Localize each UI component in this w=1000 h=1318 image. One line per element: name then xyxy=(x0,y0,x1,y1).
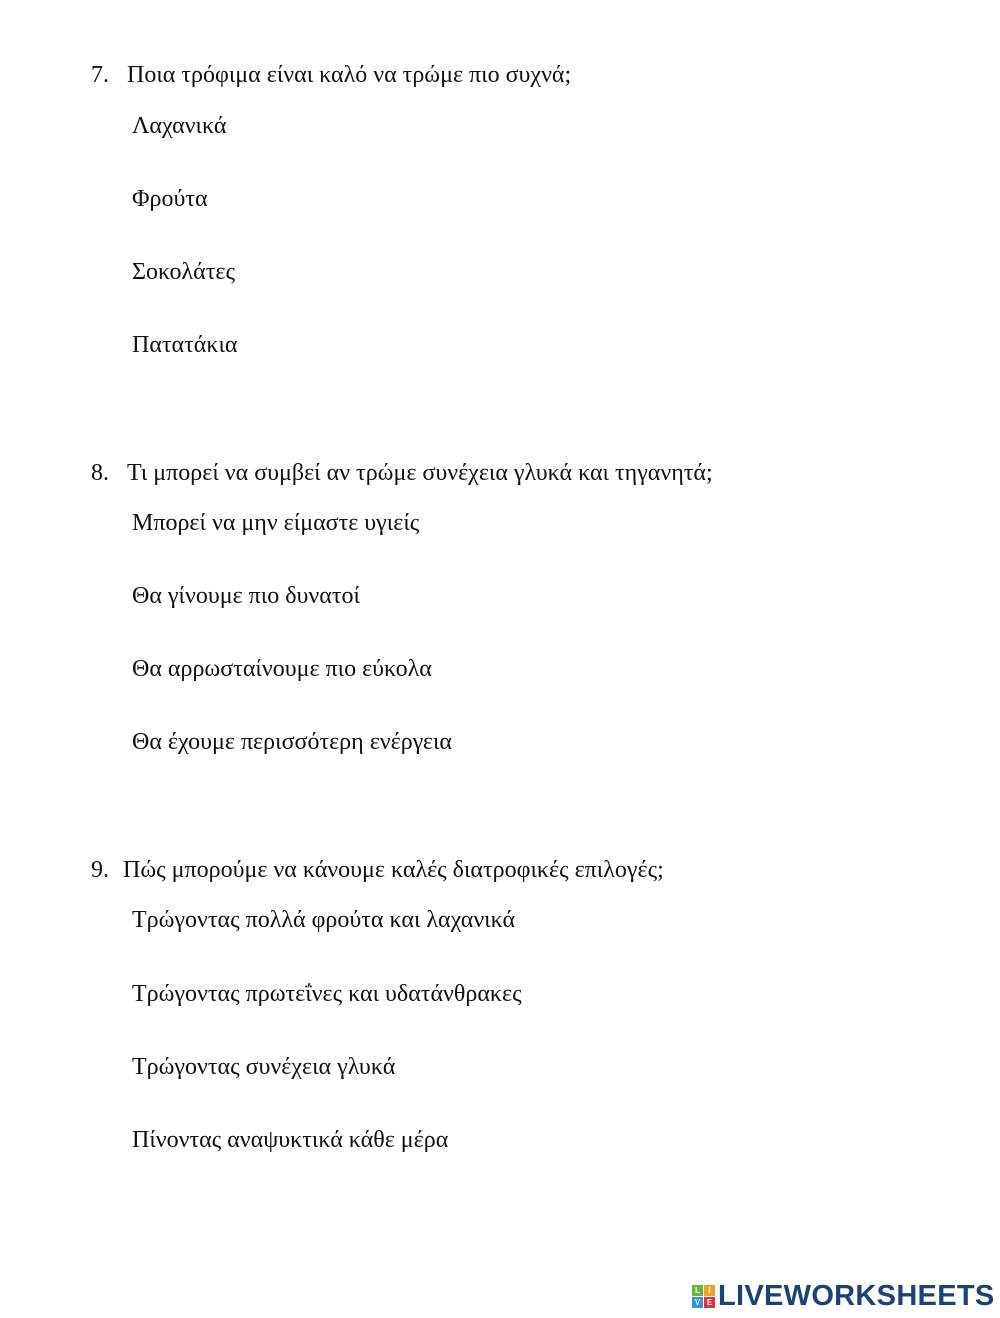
question-text: Τι μπορεί να συμβεί αν τρώμε συνέχεια γλυκά και τηγανητά; xyxy=(127,460,713,486)
question-title xyxy=(91,856,664,884)
answer-option[interactable]: Θα έχουμε περισσότερη ενέργεια xyxy=(132,729,452,755)
question-text: Ποια τρόφιμα είναι καλό να τρώμε πιο συχνά; xyxy=(127,62,572,88)
logo-blocks-icon xyxy=(692,1285,715,1308)
logo-text: LIVEWORKSHEETS xyxy=(718,1280,995,1312)
logo-letter: L xyxy=(692,1285,703,1296)
logo-letter: E xyxy=(704,1297,715,1308)
answer-option[interactable]: Σοκολάτες xyxy=(132,259,235,285)
answer-option[interactable]: Θα αρρωσταίνουμε πιο εύκολα xyxy=(132,656,432,682)
answer-option[interactable]: Φρούτα xyxy=(132,186,208,212)
question-number: 8. xyxy=(91,460,109,486)
answer-option[interactable]: Τρώγοντας πρωτεΐνες και υδατάνθρακες xyxy=(132,981,522,1007)
question-title xyxy=(91,61,571,89)
answer-option[interactable]: Μπορεί να μην είμαστε υγιείς xyxy=(132,510,420,536)
logo-letter: I xyxy=(704,1285,715,1296)
question-number: 7. xyxy=(91,62,109,88)
answer-option[interactable]: Τρώγοντας συνέχεια γλυκά xyxy=(132,1054,396,1080)
answer-option[interactable]: Θα γίνουμε πιο δυνατοί xyxy=(132,583,360,609)
logo-letter: V xyxy=(692,1297,703,1308)
question-title xyxy=(91,459,713,487)
answer-option[interactable]: Τρώγοντας πολλά φρούτα και λαχανικά xyxy=(132,907,516,933)
answer-option[interactable]: Πατατάκια xyxy=(132,332,238,358)
answer-option[interactable]: Πίνοντας αναψυκτικά κάθε μέρα xyxy=(132,1127,449,1153)
question-number: 9. xyxy=(91,857,109,883)
question-text: Πώς μπορούμε να κάνουμε καλές διατροφικές επιλογές; xyxy=(123,857,664,883)
answer-option[interactable]: Λαχανικά xyxy=(132,113,227,139)
liveworksheets-logo xyxy=(692,1280,995,1313)
